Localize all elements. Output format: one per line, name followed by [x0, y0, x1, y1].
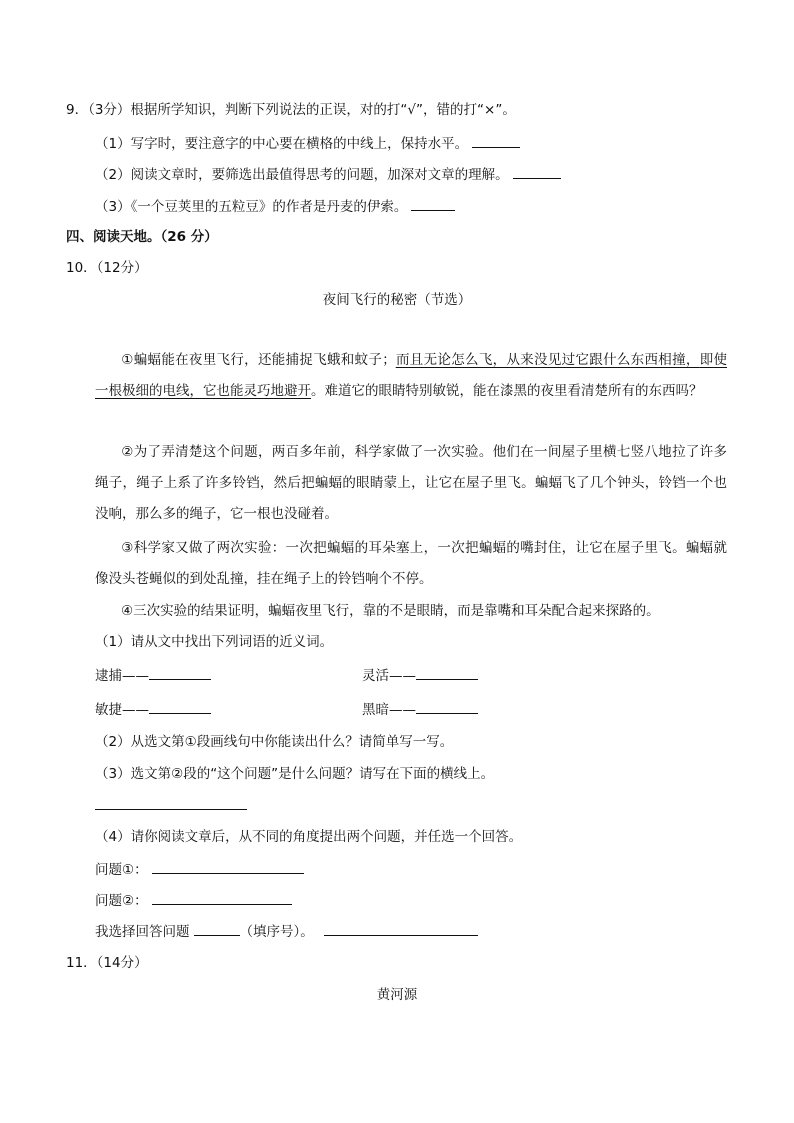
q10-number: 10．（12分） — [66, 260, 148, 276]
answer-blank[interactable] — [194, 921, 240, 936]
synonym-item: 黑暗—— — [362, 699, 478, 720]
q11-number: 11．（14分） — [66, 955, 148, 971]
q9-stem: 9．（3分）根据所学知识，判断下列说法的正误，对的打“√”，错的打“×”。 — [66, 102, 516, 118]
passage-title: 夜间飞行的秘密（节选） — [322, 292, 472, 308]
answer-blank[interactable] — [513, 164, 561, 179]
synonym-item: 敏捷—— — [95, 699, 211, 720]
answer-blank[interactable] — [416, 699, 478, 714]
passage-paragraph-4: ④三次实验的结果证明，蝙蝠夜里飞行，靠的不是眼睛，而是靠嘴和耳朵配合起来探路的。 — [121, 603, 660, 619]
q9-item-3: （3）《一个豆荚里的五粒豆》的作者是丹麦的伊索。 — [95, 196, 455, 217]
answer-blank[interactable] — [152, 890, 292, 905]
q10-sub1: （1）请从文中找出下列词语的近义词。 — [95, 634, 334, 650]
passage-paragraph-3: ③科学家又做了两次实验：一次把蝙蝠的耳朵塞上，一次把蝙蝠的嘴封住，让它在屋子里飞。蝙蝠就像没头苍蝇似的到处乱撞，挂在绳子上的铃铛响个不停。 — [95, 540, 727, 587]
passage-paragraph-2: ②为了弄清楚这个问题，两百多年前，科学家做了一次实验。他们在一间屋子里横七竖八地拉了许多绳子，绳子上系了许多铃铛，然后把蝙蝠的眼睛蒙上，让它在屋子里飞。蝙蝠飞了几个钟头，铃铛一个也没响，那么多的绳子，它一根也没碰着。 — [95, 444, 727, 522]
synonym-item: 逮捕—— — [95, 665, 211, 686]
q9-item-1: （1）写字时，要注意字的中心要在横格的中线上，保持水平。 — [95, 133, 520, 154]
synonym-item: 灵活—— — [362, 665, 478, 686]
answer-blank[interactable] — [152, 859, 304, 874]
answer-blank[interactable] — [149, 665, 211, 680]
answer-line[interactable] — [95, 809, 247, 810]
q10-sub4: （4）请你阅读文章后，从不同的角度提出两个问题，并任选一个回答。 — [95, 829, 523, 845]
choose-answer-field: 我选择回答问题 （填序号）。 — [95, 921, 478, 942]
answer-blank[interactable] — [411, 196, 455, 211]
underlined-sentence: 即使一根极细的电线，它也能灵巧地避开 — [95, 352, 728, 399]
answer-blank[interactable] — [472, 133, 520, 148]
answer-blank[interactable] — [149, 699, 211, 714]
q10-sub2: （2）从选文第①段画线句中你能读出什么？请简单写一写。 — [95, 734, 454, 750]
passage-title: 黄河源 — [376, 987, 418, 1003]
passage-paragraph-1: ①蝙蝠能在夜里飞行，还能捕捉飞蛾和蚊子；而且无论怎么飞，从来没见过它跟什么东西相撞，即使一根极细的电线，它也能灵巧地避开。难道它的眼睛特别敏锐，能在漆黑的夜里看清楚所有的东西吗？ — [95, 352, 728, 399]
question-1-field: 问题①： — [95, 859, 304, 880]
question-2-field: 问题②： — [95, 890, 292, 911]
q10-sub3: （3）选文第②段的“这个问题”是什么问题？请写在下面的横线上。 — [95, 766, 495, 782]
section-heading: 四、阅读天地。（26 分） — [66, 229, 218, 245]
q9-item-2: （2）阅读文章时，要筛选出最值得思考的问题，加深对文章的理解。 — [95, 164, 561, 185]
answer-blank[interactable] — [324, 921, 478, 936]
answer-blank[interactable] — [416, 665, 478, 680]
underlined-sentence: 而且无论怎么飞，从来没见过它跟什么东西相撞， — [395, 352, 700, 368]
